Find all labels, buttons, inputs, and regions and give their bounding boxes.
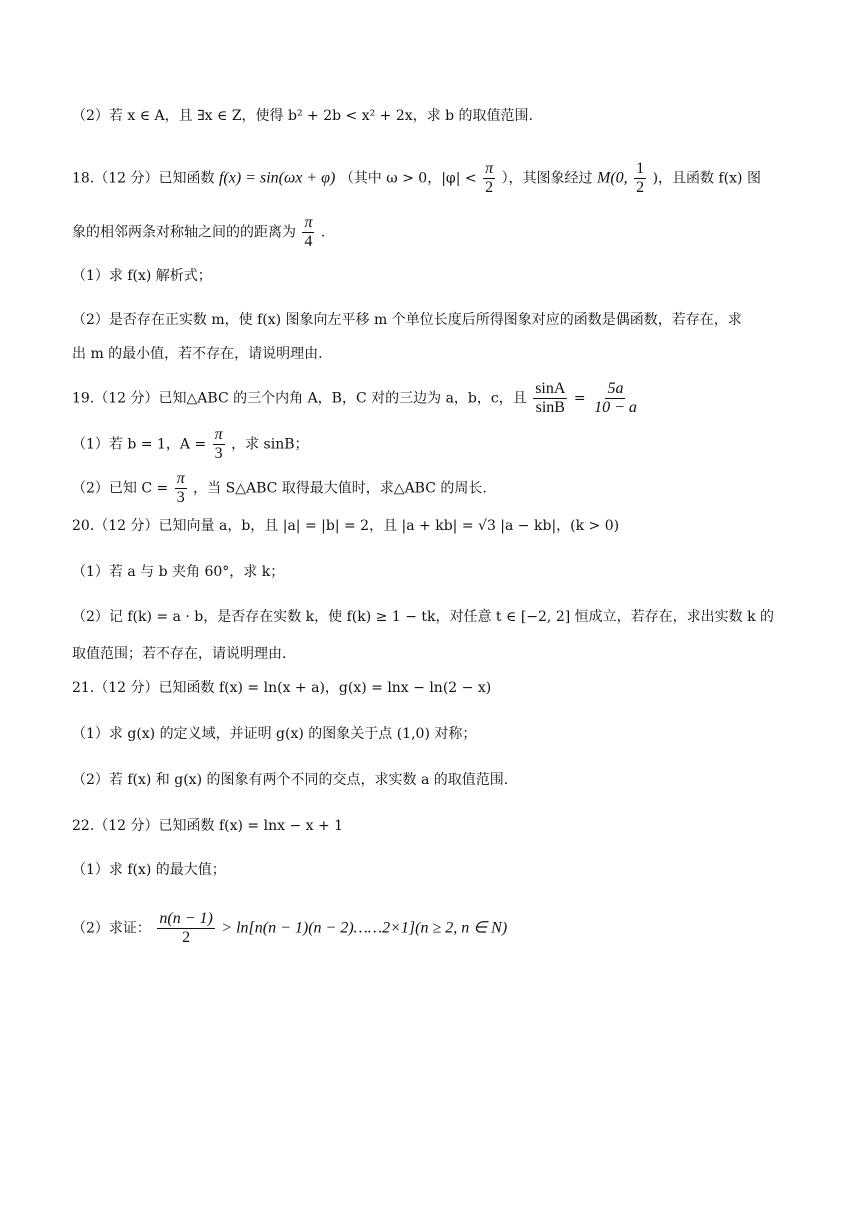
n-n-minus-1-over-2: $\frac{n(n - 1)}{2}$ bbox=[159, 910, 213, 946]
5a-over-10-minus-a: $\frac{5a}{10 - a}$ bbox=[594, 380, 637, 416]
pi-over-4: $\frac{\pi}{4}$ bbox=[304, 214, 313, 250]
q19-stem: 19.（12 分）已知△ABC 的三个内角 A，B，C 对的三边为 a，b，c，且 $\frac{\sin A}{\sin B}$ = $\frac{5a}{10 - a}$ bbox=[72, 380, 637, 416]
q21-part1: （1）求 g(x) 的定义域，并证明 g(x) 的图象关于点 (1,0) 对称； bbox=[72, 726, 477, 742]
q17-part2: （2）若 x ∈ A，且 ∃x ∈ Z，使得 b² + 2b < x² + 2x，求 b 的取值范围. bbox=[72, 108, 533, 124]
q19-part1: （1）若 b = 1，A = $\frac{\pi}{3}$ ，求 sinB； bbox=[72, 426, 309, 462]
pi-over-3-b: $\frac{\pi}{3}$ bbox=[176, 470, 185, 506]
q18-stem-line1: 18.（12 分）已知函数 f(x) = sin(ωx + φ) （其中 ω > 0，|φ| < $\frac{\pi}{2}$ ），其图象经过 M(0, $\frac{1}{2}$ )，且函数 f(x) 图 bbox=[72, 160, 761, 196]
q22-part2: （2）求证： $\frac{n(n - 1)}{2}$ > ln[n(n − 1)(n − 2)……2×1](n ≥ 2, n ∈ N) bbox=[72, 910, 508, 946]
q18-part2-line1: （2）是否存在正实数 m，使 f(x) 图象向左平移 m 个单位长度后所得图象对应的函数是偶函数，若存在，求 bbox=[72, 312, 742, 328]
pi-over-2: $\frac{\pi}{2}$ bbox=[485, 160, 494, 196]
q22-part1: （1）求 f(x) 的最大值； bbox=[72, 862, 226, 878]
q20-part1: （1）若 a 与 b 夹角 60°，求 k； bbox=[72, 564, 285, 580]
one-half: $\frac{1}{2}$ bbox=[636, 160, 645, 196]
q18-function: f(x) = sin(ωx + φ) bbox=[218, 169, 336, 187]
q18-stem-line2: 象的相邻两条对称轴之间的的距离为 $\frac{\pi}{4}$ . bbox=[72, 214, 326, 250]
q22-stem: 22.（12 分）已知函数 f(x) = lnx − x + 1 bbox=[72, 818, 344, 834]
pi-over-3: $\frac{\pi}{3}$ bbox=[214, 426, 223, 462]
q21-part2: （2）若 f(x) 和 g(x) 的图象有两个不同的交点，求实数 a 的取值范围. bbox=[72, 772, 509, 788]
q21-stem: 21.（12 分）已知函数 f(x) = ln(x + a)，g(x) = lnx − ln(2 − x) bbox=[72, 680, 492, 696]
q19-part2: （2）已知 C = $\frac{\pi}{3}$ ，当 S△ABC 取得最大值时，求△ABC 的周长. bbox=[72, 470, 487, 506]
q20-part2-line2: 取值范围；若不存在，请说明理由. bbox=[72, 646, 287, 662]
q18-part2-line2: 出 m 的最小值，若不存在，请说明理由. bbox=[72, 346, 323, 362]
sinA-over-sinB: $\frac{\sin A}{\sin B}$ bbox=[535, 380, 566, 416]
q18-part1: （1）求 f(x) 解析式； bbox=[72, 268, 212, 284]
q20-stem: 20.（12 分）已知向量 a，b，且 |a| = |b| = 2，且 |a + kb| = √3 |a − kb|，(k > 0) bbox=[72, 518, 620, 534]
q20-part2-line1: （2）记 f(k) = a · b，是否存在实数 k，使 f(k) ≥ 1 − tk，对任意 t ∈ [−2, 2] 恒成立，若存在，求出实数 k 的 bbox=[72, 609, 775, 625]
